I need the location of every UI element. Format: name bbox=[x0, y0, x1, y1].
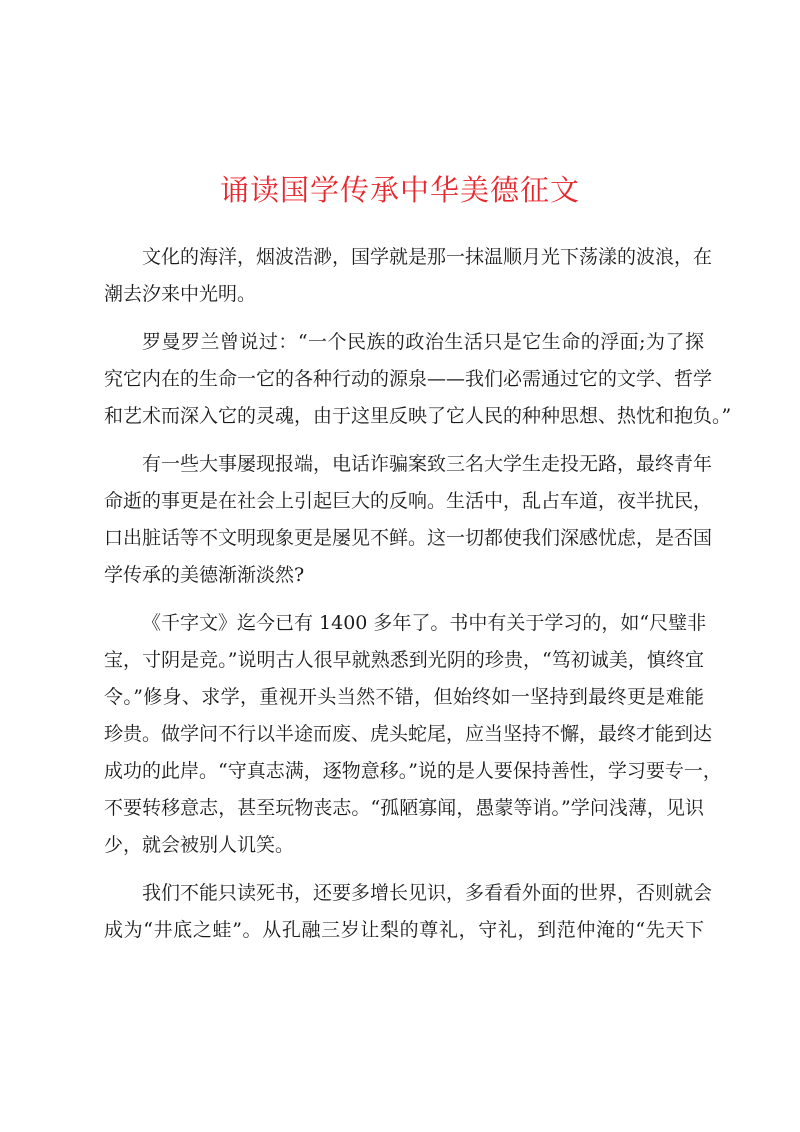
text-line: 和艺术而深入它的灵魂，由于这里反映了它人民的种种思想、热忱和抱负。” bbox=[104, 405, 732, 427]
paragraph-1 bbox=[104, 239, 713, 313]
paragraph-4 bbox=[104, 605, 722, 864]
text-line: 令。”修身、求学，重视开头当然不错，但始终如一坚持到最终更是难能 bbox=[104, 686, 704, 708]
text-line: 学传承的美德渐渐淡然? bbox=[104, 564, 305, 586]
paragraph-3 bbox=[104, 446, 713, 594]
text-line: 口出脏话等不文明现象更是屡见不鲜。这一切都使我们深感忧虑，是否国 bbox=[104, 527, 713, 549]
document-body bbox=[104, 239, 732, 960]
text-line: 命逝的事更是在社会上引起巨大的反响。生活中，乱占车道，夜半扰民， bbox=[104, 490, 713, 512]
text-line: 成功的此岸。“守真志满，逐物意移。”说的是人要保持善性，学习要专一， bbox=[104, 760, 722, 782]
document-title: 诵读国学传承中华美德征文 bbox=[219, 173, 580, 207]
paragraph-2 bbox=[104, 324, 732, 435]
text-line: 珍贵。做学问不行以半途而废、虎头蛇尾，应当坚持不懈，最终才能到达 bbox=[104, 723, 713, 745]
text-line: 潮去汐来中光明。 bbox=[104, 283, 257, 305]
paragraph-5 bbox=[104, 875, 713, 949]
text-line: 我们不能只读死书，还要多增长见识，多看看外面的世界，否则就会 bbox=[142, 882, 713, 904]
text-line: 究它内在的生命一它的各种行动的源泉——我们必需通过它的文学、哲学 bbox=[104, 368, 713, 390]
text-line: 少，就会被别人讥笑。 bbox=[104, 834, 295, 856]
text-line: 有一些大事屡现报端，电话诈骗案致三名大学生走投无路，最终青年 bbox=[142, 453, 713, 475]
text-line: 文化的海洋，烟波浩渺，国学就是那一抹温顺月光下荡漾的波浪，在 bbox=[142, 246, 713, 268]
text-line: 罗曼罗兰曾说过：“一个民族的政治生活只是它生命的浮面;为了探 bbox=[142, 331, 704, 353]
text-line: 《千字文》迄今已有 1400 多年了。书中有关于学习的，如“尺璧非 bbox=[142, 612, 707, 634]
text-line: 不要转移意志，甚至玩物丧志。“孤陋寡闻，愚蒙等诮。”学问浅薄，见识 bbox=[104, 797, 704, 819]
text-line: 宝，寸阴是竞。”说明古人很早就熟悉到光阴的珍贵，“笃初诚美，慎终宜 bbox=[104, 649, 704, 671]
text-line: 成为“井底之蛙”。从孔融三岁让梨的尊礼，守礼，到范仲淹的“先天下 bbox=[104, 919, 704, 941]
